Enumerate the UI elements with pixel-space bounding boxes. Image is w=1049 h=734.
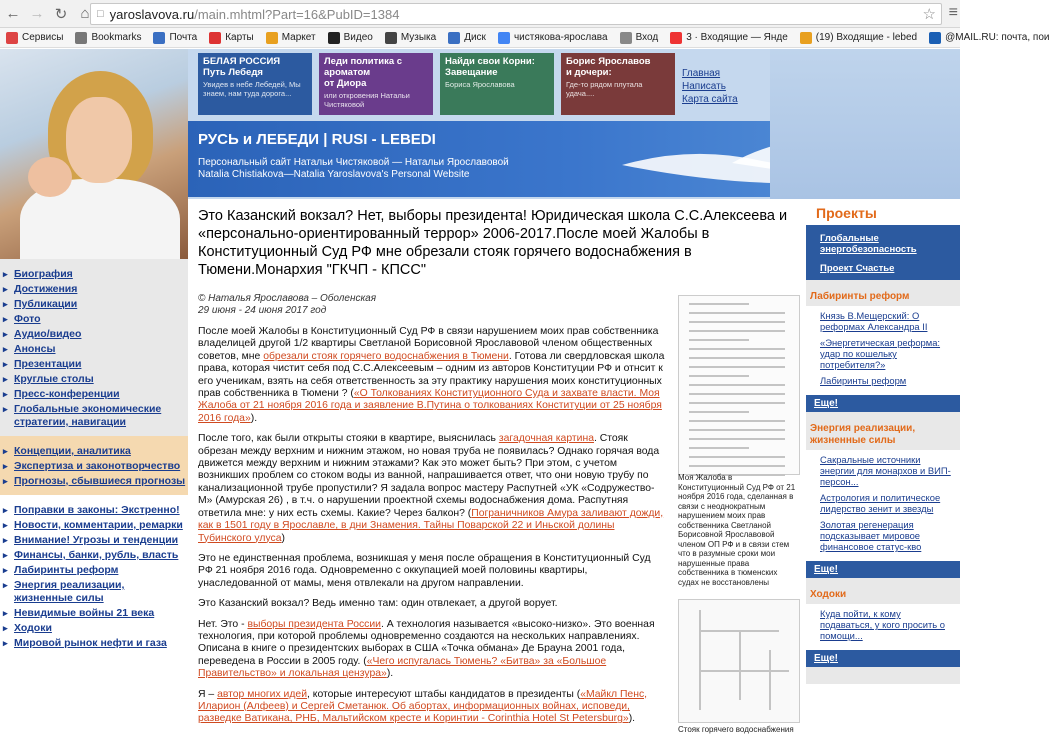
- sidebar-link[interactable]: Золотая регенерация подсказывает мировое финансовое статус-кво: [820, 519, 922, 552]
- arrow-icon: ▸: [3, 535, 8, 545]
- bookmark-item[interactable]: [153, 32, 197, 44]
- nav-item[interactable]: [0, 459, 188, 474]
- bookmark-label: @MAIL.RU: почта, пои: [945, 32, 1049, 43]
- promo-desc: Бориса Ярославова: [445, 80, 515, 89]
- link-presidential-elections[interactable]: выборы президента России: [247, 618, 381, 630]
- paragraph-3: Это не единственная проблема, возникшая у меня после обращения в Конституционный Суд РФ 21 ноября 2016 года. Одновременно с оккупацией моей половины квартиры, унаследованной от мамы, меня отвлекали на другом направлении.: [198, 552, 651, 589]
- arrow-icon: ▸: [3, 404, 8, 414]
- sidebar-link[interactable]: Князь В.Мещерский: О реформах Александра II: [820, 310, 928, 332]
- page-icon: [620, 32, 632, 44]
- nav-item[interactable]: [0, 267, 188, 282]
- nav-item[interactable]: [0, 533, 188, 548]
- link-mike-pence[interactable]: «Майкл Пенс, Иларион (Алфеев) и Сергей Сметанюк. Об абортах, информационных войнах, исповеди, разведке Ватикана, РНБ, Мальтийском кресте и Коринтии - Corinthia Hotel St Petersburg»: [198, 688, 648, 725]
- sidebar-section-title: Энергия реализации, жизненные силы: [806, 418, 960, 450]
- nav-link[interactable]: Внимание! Угрозы и тенденции: [14, 534, 179, 546]
- bookmark-item[interactable]: [209, 32, 254, 44]
- more-label: Еще!: [814, 398, 838, 409]
- left-navigation: [0, 259, 188, 684]
- sidebar-link[interactable]: Лабиринты реформ: [820, 375, 907, 386]
- arrow-icon: ▸: [3, 608, 8, 618]
- nav-item[interactable]: [0, 402, 188, 430]
- banner-title: РУСЬ и ЛЕБЕДИ | RUSI - LEBEDI: [198, 131, 436, 148]
- bookmark-item[interactable]: [448, 32, 486, 44]
- map-pin-icon: [209, 32, 221, 44]
- bookmark-item[interactable]: [385, 32, 436, 44]
- nav-item[interactable]: [0, 297, 188, 312]
- promo-title: Борис Ярославов: [566, 56, 651, 67]
- url-host: yaroslavova.ru: [109, 6, 195, 22]
- arrow-icon: ▸: [3, 520, 8, 530]
- promo-desc: Увидев в небе Лебедей, Мы знаем, нам туда дорога...: [203, 80, 301, 98]
- arrow-icon: ▸: [3, 359, 8, 369]
- yandex-mail-icon: [670, 32, 682, 44]
- projects-block: [806, 199, 960, 280]
- web-page: [0, 49, 960, 734]
- nav-link[interactable]: Биография: [14, 268, 73, 280]
- home-icon[interactable]: ⌂: [80, 5, 90, 22]
- more-button[interactable]: [806, 395, 960, 412]
- arrow-icon: ▸: [3, 446, 8, 456]
- nav-item[interactable]: [0, 621, 188, 636]
- more-button[interactable]: [806, 650, 960, 667]
- nav-link[interactable]: Круглые столы: [14, 373, 94, 385]
- arrow-icon: ▸: [3, 461, 8, 471]
- sidebar-section: [806, 584, 960, 667]
- arrow-icon: ▸: [3, 284, 8, 294]
- promo-tile[interactable]: [319, 53, 433, 115]
- bookmark-label: 3 · Входящие — Янде: [686, 32, 788, 43]
- link-constitution-interpretation[interactable]: «О Толкованиях Конституционного Суда и захвате власти. Моя Жалоба от 21 ноября 2016 года и заявление В.Путина о толкованиях Конституции от 25 ноября 2016 года»: [198, 388, 662, 424]
- bookmark-label: Диск: [464, 32, 486, 43]
- link-amur-border[interactable]: Пограничников Амура заливают дожди, как в 1501 году в Ярославле, в дни Знамения. Тайны Поварской 22 и Иньской долины Тубинского улуса: [198, 507, 664, 544]
- mail-icon: [153, 32, 165, 44]
- riser-scheme-image[interactable]: [678, 599, 800, 723]
- bookmark-label: Сервисы: [22, 32, 64, 43]
- article: [188, 199, 806, 734]
- nav-item[interactable]: [0, 327, 188, 342]
- nav-news-block: [0, 495, 188, 657]
- promo-subtitle: от Диора: [324, 78, 367, 89]
- reload-icon[interactable]: ↻: [54, 5, 68, 23]
- nav-link[interactable]: Поправки в законы: Экстренно!: [14, 504, 180, 516]
- video-icon: [328, 32, 340, 44]
- mailru-icon: [800, 32, 812, 44]
- nav-item[interactable]: [0, 474, 188, 489]
- music-icon: [385, 32, 397, 44]
- bookmark-label: Маркет: [281, 32, 316, 43]
- promo-subtitle: Завещание: [445, 67, 498, 78]
- sidebar-link[interactable]: Куда пойти, к кому подаваться, у кого просить о помощи...: [820, 608, 945, 641]
- bookmark-item[interactable]: [498, 32, 608, 44]
- link-tyumen-censorship[interactable]: «Чего испугалась Тюмень? «Битва» за «Большое Правительство» и локальная цензура»: [198, 655, 607, 680]
- sidebar-link[interactable]: «Энергетическая реформа: удар по кошельку потребителя?»: [820, 337, 941, 370]
- bookmark-star-icon[interactable]: ☆: [922, 6, 936, 23]
- paragraph-2: После того, как были открыты стояки в квартире, выяснилась загадочная картина. Стояк обрезан между верхним и нижним этажом, но новая труба не появилась? Однако горячая вода движется между верхним и нижним этажами? Как это может быть? При этом, с учетом возникших проблем со стоком воды из ванной, напрашивается ответ, что они новую трубу по канализационной трубе пропустили? Я задала вопрос мастеру Распутней «УК «Содружество-М» (Амурская 26) , в т.ч. о нарушении проектной схемы водоснабжения дома. Распутняя ответила мне: у них есть схемы. Какие? Через балкон? (Пограничников Амура заливают дожди, как в 1501 году в Ярославле, в дни Знамения. Тайны Поварской 22 и Иньской долины Тубинского улуса): [198, 433, 664, 544]
- arrow-icon: ▸: [3, 505, 8, 515]
- arrow-icon: ▸: [3, 314, 8, 324]
- sidebar-link-list: [806, 306, 960, 395]
- nav-item[interactable]: [0, 387, 188, 402]
- top-links: [682, 67, 738, 106]
- arrow-icon: ▸: [3, 329, 8, 339]
- riser-scheme-caption: Стояк горячего водоснабжения: [678, 725, 794, 734]
- nav-item[interactable]: [0, 444, 188, 459]
- article-author: © Наталья Ярославова – Оболенская: [198, 293, 377, 304]
- promo-title: БЕЛАЯ РОССИЯ: [203, 56, 281, 67]
- nav-link[interactable]: Анонсы: [14, 343, 56, 355]
- arrow-icon: ▸: [3, 344, 8, 354]
- bookmark-label: чистякова-ярослава: [513, 32, 608, 43]
- bookmark-item[interactable]: [75, 32, 141, 44]
- nav-item[interactable]: [0, 357, 188, 372]
- promo-subtitle: и дочери:: [566, 67, 612, 78]
- arrow-icon: ▸: [3, 476, 8, 486]
- sidebar-section-title: Ходоки: [806, 584, 960, 604]
- projects-title: Проекты: [806, 199, 960, 225]
- bookmark-item[interactable]: [620, 32, 659, 44]
- banner-subtitle-ru: Персональный сайт Натальи Чистяковой — Натальи Ярославовой: [198, 157, 509, 168]
- nav-item[interactable]: [0, 518, 188, 533]
- apps-icon: [6, 32, 18, 44]
- disk-icon: [448, 32, 460, 44]
- promo-tile[interactable]: [198, 53, 312, 115]
- bookmark-label: Музыка: [400, 32, 437, 43]
- nav-link[interactable]: Пресс-конференции: [14, 388, 120, 400]
- browser-toolbar: [0, 0, 960, 28]
- nav-item[interactable]: [0, 372, 188, 387]
- nav-main-block: [0, 259, 188, 436]
- google-icon: [498, 32, 510, 44]
- cart-icon: [266, 32, 278, 44]
- nav-link[interactable]: Публикации: [14, 298, 78, 310]
- bookmark-item[interactable]: [929, 32, 1049, 44]
- nav-item[interactable]: [0, 503, 188, 518]
- promo-title: Найди свои Корни:: [445, 56, 535, 67]
- project-link-energy-security[interactable]: Глобальные энергобезопасность: [820, 233, 917, 255]
- promo-desc: Где-то рядом плутала удача....: [566, 80, 643, 98]
- promo-subtitle: Путь Лебедя: [203, 67, 263, 78]
- bookmark-label: (19) Входящие - lebed: [815, 32, 918, 43]
- more-button[interactable]: [806, 561, 960, 578]
- back-arrow-icon[interactable]: ←: [5, 5, 21, 22]
- nav-link[interactable]: Глобальные экономические стратегии, навигации: [14, 403, 162, 428]
- sidebar-section: [806, 418, 960, 578]
- paragraph-6: Я – автор многих идей, которые интересуют штабы кандидатов в президенты («Майкл Пенс, Иларион (Алфеев) и Сергей Сметанюк. Об абортах, информационных войнах, исповеди, разведке Ватикана, РНБ, Мальтийском кресте и Коринтии - Corinthia Hotel St Petersburg»).: [198, 688, 648, 725]
- promo-title: Леди политика с ароматом: [324, 56, 403, 78]
- arrow-icon: ▸: [3, 550, 8, 560]
- nav-item[interactable]: [0, 578, 188, 606]
- menu-icon[interactable]: ≡: [948, 4, 958, 21]
- link-mysterious-picture[interactable]: загадочная картина: [498, 433, 594, 445]
- bookmark-item[interactable]: [266, 32, 316, 44]
- nav-link[interactable]: Экспертиза и законотворчество: [14, 460, 181, 472]
- nav-item[interactable]: [0, 312, 188, 327]
- sidebar-link[interactable]: Астрология и политическое лидерство зенит и звезды: [820, 492, 941, 514]
- star-icon: [75, 32, 87, 44]
- bookmark-label: Видео: [343, 32, 373, 43]
- nav-link[interactable]: Лабиринты реформ: [14, 564, 119, 576]
- author-photo: [0, 49, 188, 259]
- arrow-icon: ▸: [3, 580, 8, 590]
- url-path: /main.mhtml?Part=16&PubID=1384: [194, 6, 400, 22]
- article-dates: 29 июня - 24 июня 2017 год: [198, 305, 327, 316]
- arrow-icon: ▸: [3, 565, 8, 575]
- article-title: Это Казанский вокзал? Нет, выборы президента! Юридическая школа С.С.Алексеева и «персонально-ориентированный террор» 2006-2017.После моей Жалобы в Конституционный Суд РФ мне обрезали стояк горячего водоснабжения в Тюмени.Монархия "ГКЧП - КПСС": [198, 208, 788, 278]
- more-label: Еще!: [814, 653, 838, 664]
- nav-link[interactable]: Ходоки: [14, 622, 52, 634]
- sidebar-link[interactable]: Сакральные источники энергии для монархов и ВИП-персон...: [820, 454, 951, 487]
- bookmark-label: Вход: [635, 32, 659, 43]
- arrow-icon: ▸: [3, 374, 8, 384]
- header-right-strip: [770, 49, 960, 199]
- bookmark-item[interactable]: [670, 32, 788, 44]
- mailru-at-icon: [929, 32, 941, 44]
- nav-item[interactable]: [0, 606, 188, 621]
- nav-link[interactable]: Финансы, банки, рубль, власть: [14, 549, 179, 561]
- paragraph-4: Это Казанский вокзал? Ведь именно там: один отвлекает, а другой ворует.: [198, 598, 558, 610]
- promo-tile[interactable]: [440, 53, 554, 115]
- link-write[interactable]: Написать: [682, 81, 726, 92]
- bookmark-label: Bookmarks: [91, 32, 142, 43]
- nav-analytics-block: [0, 436, 188, 495]
- sidebar-link-list: [806, 604, 960, 650]
- project-link-happiness[interactable]: Проект Счастье: [820, 263, 895, 274]
- nav-link[interactable]: Новости, комментарии, ремарки: [14, 519, 183, 531]
- complaint-document-caption: Моя Жалоба в Конституционный Суд РФ от 21 ноября 2016 года, сделанная в связи с неоднократным нарушением моих прав собственника Светланой Борисовной Ярославовой членом ОП РФ и в связи стем что в разумные сроки мои нарушенные права собственника в тюменских судах не восстановлены: [678, 473, 796, 587]
- bookmark-label: Карты: [225, 32, 254, 43]
- nav-link[interactable]: Невидимые войны 21 века: [14, 607, 155, 619]
- link-hot-water-riser[interactable]: обрезали стояк горячего водоснабжения в Тюмени: [263, 350, 509, 362]
- forward-arrow-icon[interactable]: →: [29, 5, 45, 22]
- nav-item[interactable]: [0, 548, 188, 563]
- nav-link[interactable]: Прогнозы, сбывшиеся прогнозы: [14, 475, 186, 487]
- page-icon: □: [97, 8, 104, 20]
- link-home[interactable]: Главная: [682, 68, 721, 79]
- nav-item[interactable]: [0, 282, 188, 297]
- paragraph-5: Нет. Это - выборы президента России. А технология называется «высоко-низко». Это военная технология, при которой проблемы одновременно создаются на нескольких направлениях. Описана в книге о президентских выборах в США «Точка обмана» Де Брауна 2001 года, переведена в России в 2005 году. («Чего испугалась Тюмень? «Битва» за «Большое Правительство» и локальная цензура»).: [198, 618, 655, 680]
- address-bar[interactable]: [90, 3, 942, 25]
- sidebar-section-title: Лабиринты реформ: [806, 286, 960, 306]
- sidebar-section: [806, 286, 960, 412]
- sidebar-link-list: [806, 450, 960, 561]
- nav-link[interactable]: Аудио/видео: [14, 328, 82, 340]
- nav-item[interactable]: [0, 342, 188, 357]
- more-label: Еще!: [814, 564, 838, 575]
- nav-link[interactable]: Энергия реализации, жизненные силы: [14, 579, 125, 604]
- complaint-document-image[interactable]: [678, 295, 800, 475]
- banner-subtitle-en: Natalia Chistiakova—Natalia Yaroslavova's Personal Website: [198, 169, 470, 180]
- right-sidebar: [806, 199, 960, 684]
- nav-item[interactable]: [0, 563, 188, 578]
- bookmarks-bar: [0, 28, 1049, 48]
- bookmark-item[interactable]: [6, 32, 63, 44]
- nav-link[interactable]: Презентации: [14, 358, 82, 370]
- arrow-icon: ▸: [3, 299, 8, 309]
- bookmark-item[interactable]: [328, 32, 373, 44]
- bookmark-label: Почта: [169, 32, 198, 43]
- paragraph-1: После моей Жалобы в Конституционный Суд РФ в связи нарушением моих прав собственника владелицей другой 1/2 квартиры Светланой Борисовной Ярославовой членом общественных советов, мне обрезали стояк горячего водоснабжения в Тюмени. Готова ли свердловская школа права, которая чистит себя под С.С.Алексеевым – одним из авторов Конституции РФ и отнсит к его ученикам, взять на себя ответственность за эту практику нарушения моих конституционных прав собственника в Тюмени ? («О Толкованиях Конституционного Суда и захвате власти. Моя Жалоба от 21 ноября 2016 года и заявление В.Путина о толкованиях Конституции от 25 ноября 2016 года»).: [198, 326, 665, 424]
- nav-link[interactable]: Концепции, аналитика: [14, 445, 131, 457]
- link-sitemap[interactable]: Карта сайта: [682, 94, 738, 105]
- nav-link[interactable]: Фото: [14, 313, 41, 325]
- link-author-ideas[interactable]: автор многих идей: [217, 688, 308, 700]
- promo-desc: или откровения Натальи Чистяковой: [324, 91, 410, 109]
- bookmark-item[interactable]: [800, 32, 917, 44]
- arrow-icon: ▸: [3, 389, 8, 399]
- nav-link[interactable]: Достижения: [14, 283, 78, 295]
- arrow-icon: ▸: [3, 638, 8, 648]
- arrow-icon: ▸: [3, 623, 8, 633]
- nav-item[interactable]: [0, 636, 188, 651]
- promo-tile[interactable]: [561, 53, 675, 115]
- arrow-icon: ▸: [3, 269, 8, 279]
- nav-link[interactable]: Мировой рынок нефти и газа: [14, 637, 167, 649]
